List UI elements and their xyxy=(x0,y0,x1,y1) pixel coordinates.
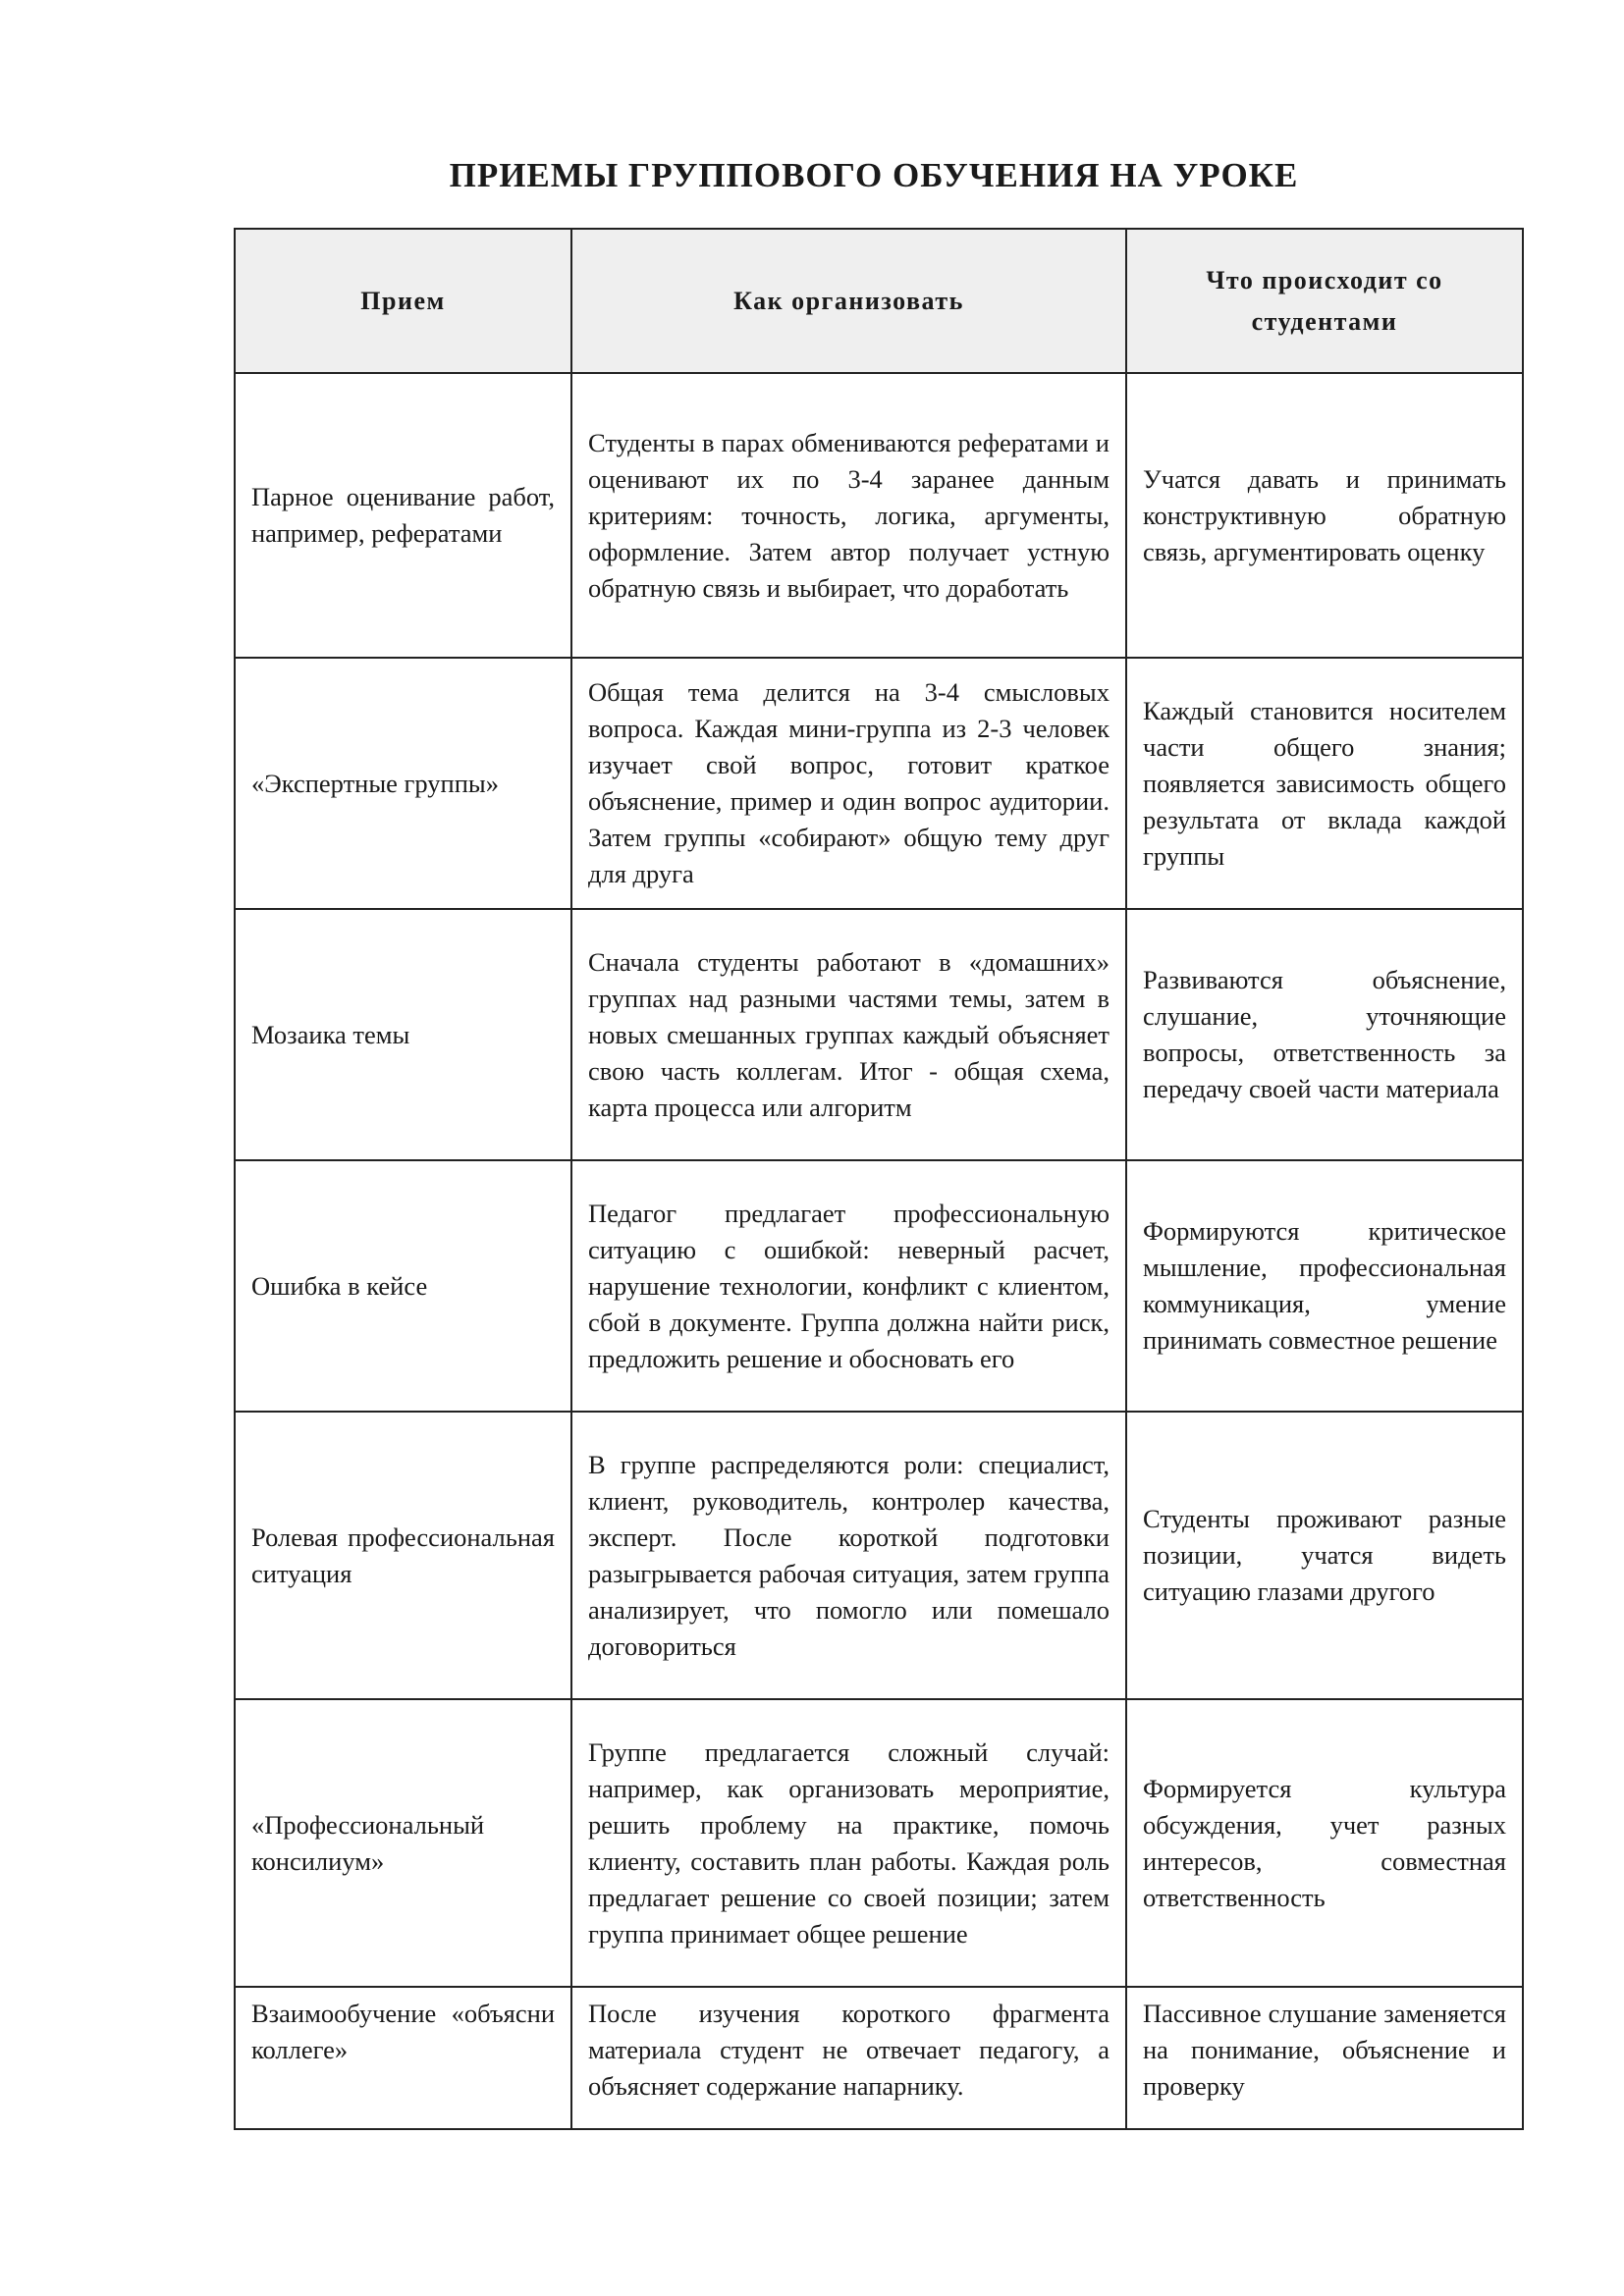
table-row xyxy=(235,1412,1523,1699)
method-cell: Ролевая профессиональная ситуация xyxy=(235,1412,571,1699)
header-result: Что происходит со студентами xyxy=(1126,229,1523,373)
table-row xyxy=(235,658,1523,909)
method-cell: «Экспертные группы» xyxy=(235,658,571,909)
result-cell: Формируется культура обсуждения, учет разных интересов, совместная ответственность xyxy=(1126,1699,1523,1987)
result-cell: Студенты проживают разные позиции, учатся видеть ситуацию глазами другого xyxy=(1126,1412,1523,1699)
how-cell: Группе предлагается сложный случай: например, как организовать мероприятие, решить проблему на практике, помочь клиенту, составить план работы. Каждая роль предлагает решение со своей позиции; затем группа принимает общее решение xyxy=(571,1699,1126,1987)
result-cell: Развиваются объяснение, слушание, уточняющие вопросы, ответственность за передачу своей части материала xyxy=(1126,909,1523,1160)
how-cell: Студенты в парах обмениваются рефератами и оценивают их по 3-4 заранее данным критериям: точность, логика, аргументы, оформление. Затем автор получает устную обратную связь и выбирает, что доработать xyxy=(571,373,1126,658)
result-cell: Каждый становится носителем части общего знания; появляется зависимость общего результата от вклада каждой группы xyxy=(1126,658,1523,909)
table-row xyxy=(235,1160,1523,1412)
how-cell: Сначала студенты работают в «домашних» группах над разными частями темы, затем в новых смешанных группах каждый объясняет свою часть коллегам. Итог - общая схема, карта процесса или алгоритм xyxy=(571,909,1126,1160)
table-header-row xyxy=(235,229,1523,373)
method-cell: «Профессиональный консилиум» xyxy=(235,1699,571,1987)
result-cell: Формируются критическое мышление, профессиональная коммуникация, умение принимать совместное решение xyxy=(1126,1160,1523,1412)
table-row xyxy=(235,1987,1523,2129)
how-cell: В группе распределяются роли: специалист, клиент, руководитель, контролер качества, эксперт. После короткой подготовки разыгрывается рабочая ситуация, затем группа анализирует, что помогло или помешало договориться xyxy=(571,1412,1126,1699)
table-row xyxy=(235,373,1523,658)
table-row xyxy=(235,1699,1523,1987)
how-cell: Общая тема делится на 3-4 смысловых вопроса. Каждая мини-группа из 2-3 человек изучает свой вопрос, готовит краткое объяснение, пример и один вопрос аудитории. Затем группы «собирают» общую тему друг для друга xyxy=(571,658,1126,909)
method-cell: Парное оценивание работ, например, рефератами xyxy=(235,373,571,658)
methods-table xyxy=(234,228,1524,2130)
result-cell: Учатся давать и принимать конструктивную обратную связь, аргументировать оценку xyxy=(1126,373,1523,658)
method-cell: Взаимообучение «объясни коллеге» xyxy=(235,1987,571,2129)
method-cell: Мозаика темы xyxy=(235,909,571,1160)
result-cell: Пассивное слушание заменяется на понимание, объяснение и проверку xyxy=(1126,1987,1523,2129)
method-cell: Ошибка в кейсе xyxy=(235,1160,571,1412)
header-method: Прием xyxy=(235,229,571,373)
how-cell: После изучения короткого фрагмента материала студент не отвечает педагогу, а объясняет содержание напарнику. xyxy=(571,1987,1126,2129)
header-how: Как организовать xyxy=(571,229,1126,373)
table-row xyxy=(235,909,1523,1160)
how-cell: Педагог предлагает профессиональную ситуацию с ошибкой: неверный расчет, нарушение технологии, конфликт с клиентом, сбой в документе. Группа должна найти риск, предложить решение и обосновать его xyxy=(571,1160,1126,1412)
page-title: ПРИЕМЫ ГРУППОВОГО ОБУЧЕНИЯ НА УРОКЕ xyxy=(449,156,1299,194)
